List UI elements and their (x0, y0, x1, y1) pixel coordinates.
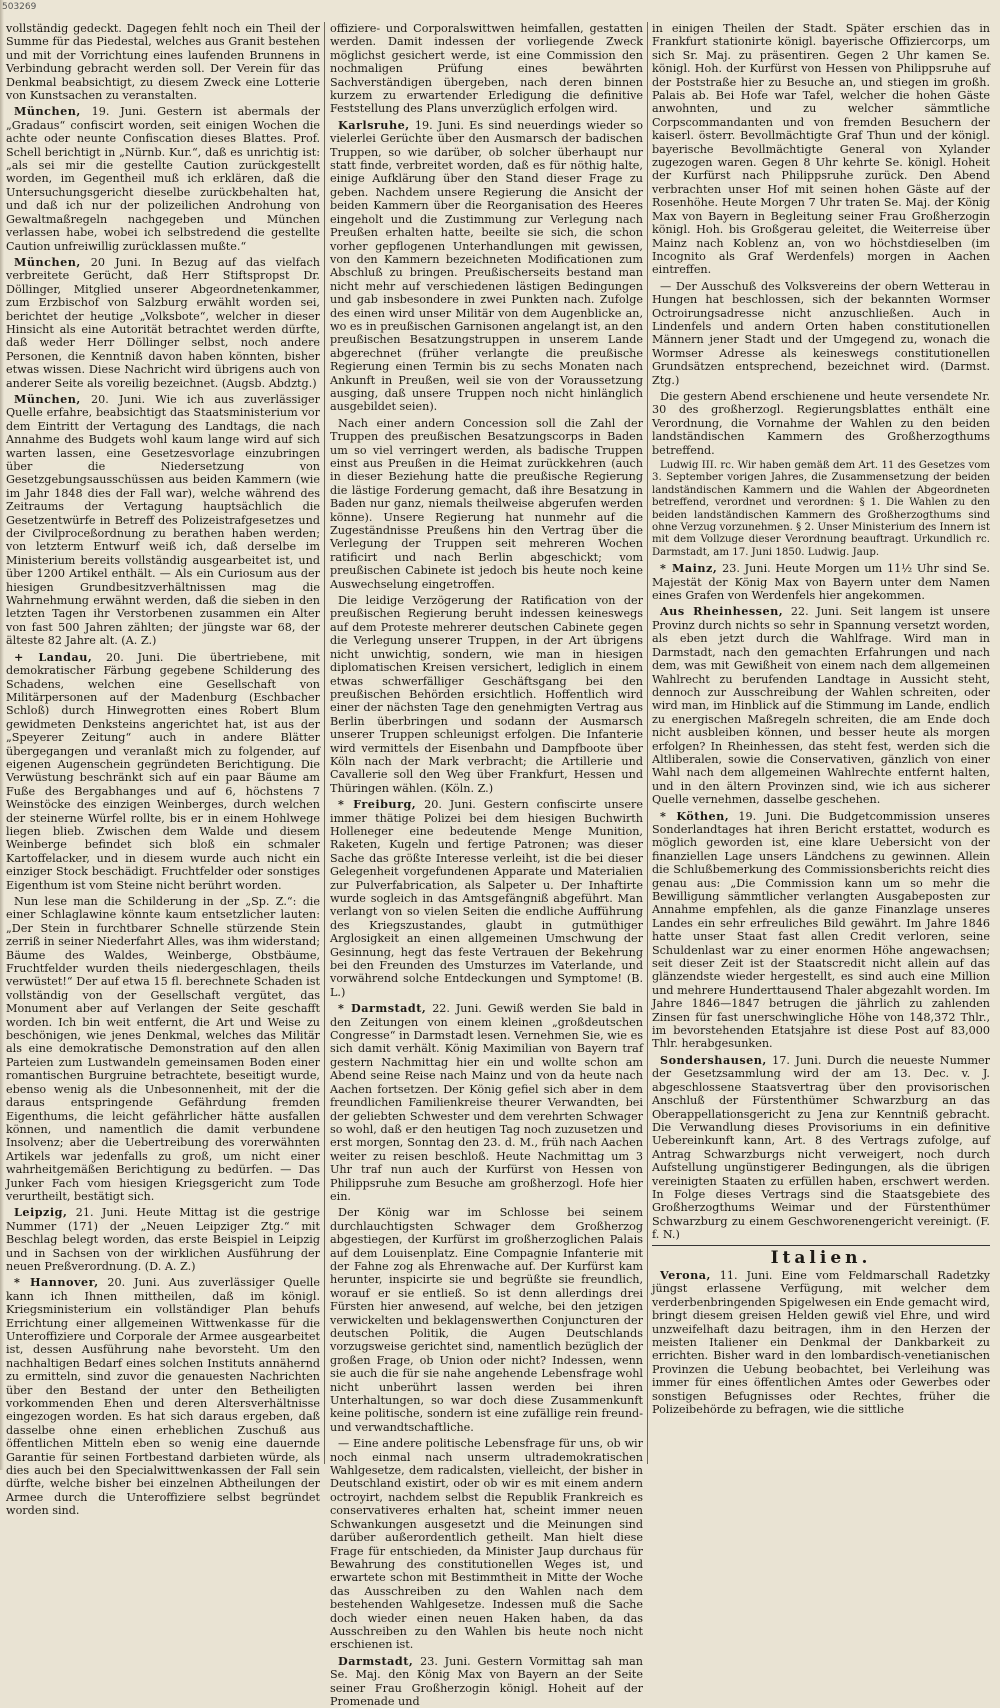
article-paragraph (6, 105, 320, 252)
article-text: Die gestern Abend erschienene und heute versendete Nr. 30 des großherzogl. Regierungsblattes enthält eine Verordnung, die Vornahme der Wahlen zu den beiden landständischen Kammern des Großherzogthums betreffend. (652, 389, 990, 457)
article-dateline: * Köthen, (660, 808, 730, 823)
article-text: Der König war im Schlosse bei seinem durchlauchtigsten Schwager dem Großherzog abgestiegen, der Kurfürst im großherzoglichen Palais auf dem Louisenplatz. Eine Compagnie Infanterie mit der Fahne zog als Ehrenwache auf. Der Kurfürst kam herunter, inspicirte sie und begrüßte sie freundlich, worauf er sie entließ. So ist denn allerdings drei Fürsten hier anwesend, auf welche, bei den jetzigen verwickelten und beklagenswerthen Conjuncturen der deutschen Politik, die Augen Deutschlands vorzugsweise gerichtet sind, namentlich bezüglich der großen Frage, ob Union oder nicht? Indessen, wenn sie auch die für sie nahe angehende Lebensfrage wohl nicht unberührt lassen werden bei ihren Unterhaltungen, so war doch diese Zusammenkunft keine politische, sondern ist eine zufällige rein freund- und verwandtschaftliche. (330, 1206, 643, 1434)
article-paragraph (330, 1002, 643, 1203)
article-text: 19. Juni. Es sind neuerdings wieder so vielerlei Gerüchte über den Ausmarsch der badischen Truppen, so wie darüber, ob solcher überhaupt nur statt finde, verbreitet worden, daß es für nöthig halte, einige Aufklärung über den Stand dieser Frage zu geben. Nachdem unsere Regierung die Ansicht der beiden Kammern über die Reorganisation des Heeres eingeholt und die Zustimmung zur Verlegung nach Preußen erhalten hatte, beeilte sie sich, die schon vorher gepflogenen Unterhandlungen mit gewissen, von den Kammern bezeichneten Modificationen zum Abschluß zu bringen. Preußischerseits bestand man nicht mehr auf verschiedenen lästigen Bedingungen und gab insbesondere in zwei Punkten nach. Zufolge des einen wird unser Militär von dem Augenblicke an, wo es in preußischen Garnisonen angelangt ist, an den preußischen Besatzungstruppen in unserem Lande abgerechnet (früher verlangte die preußische Regierung einen Termin bis zu sechs Monaten nach Ankunft in Preußen, weil sie von der Voraussetzung ausging, daß unsere Truppen noch nicht hinlänglich ausgebildet seien). (330, 118, 644, 414)
article-paragraph (330, 417, 643, 591)
article-dateline: München, (14, 391, 81, 406)
article-dateline: Darmstadt, (338, 1653, 414, 1668)
article-text: 23. Juni. Heute Morgen um 11½ Uhr sind Se. Majestät der König Max von Bayern unter dem Namen eines Grafen von Werdenfels hier angekommen. (652, 562, 990, 603)
article-dateline: * Mainz, (660, 561, 718, 576)
article-text: 21. Juni. Heute Mittag ist die gestrige Nummer (171) der „Neuen Leipziger Ztg.“ mit Beschlag belegt worden, das erste Beispiel in Leipzig und in Sachsen von der wirklichen Ausführung der neuen Preßverordnung. (D. A. Z.) (6, 1206, 320, 1273)
section-divider (652, 1245, 990, 1246)
column-3 (652, 22, 990, 1464)
article-dateline: Sondershausen, (660, 1052, 767, 1067)
article-paragraph (330, 119, 643, 414)
article-text: Ludwig III. rc. Wir haben gemäß dem Art. 11 des Gesetzes vom 3. September vorigen Jahres, die Zusammensetzung der beiden landständischen Kammern und die Wahlen der Abgeordneten betreffend, verordnet und verordnen: § 1. Die Wahlen zu den beiden landständischen Kammern des Großherzogthums sind ohne Verzug vorzunehmen. § 2. Unser Ministerium des Innern ist mit dem Vollzuge dieser Verordnung beauftragt. Urkundlich rc. Darmstadt, am 17. Juni 1850. Ludwig. Jaup. (652, 460, 990, 558)
section-title: Italien. (770, 1247, 872, 1268)
article-dateline: * Freiburg, (338, 797, 417, 812)
article-text: 22. Juni. Gewiß werden Sie bald in den Zeitungen von einem kleinen „großdeutschen Congresse“ in Darmstadt lesen. Vernehmen Sie, wie es sich damit verhält. König Maximilian von Bayern traf gestern Nachmittag hier ein und wollte schon am Abend seine Reise nach Mainz und von da heute nach Aachen fortsetzen. Der König gefiel sich aber in dem freundlichen Familienkreise theurer Verwandten, bei der geliebten Schwester und dem verehrten Schwager so wohl, daß er den heutigen Tag noch zuzusetzen und erst morgen, Sonntag den 23. d. M., früh nach Aachen weiter zu reisen beschloß. Heute Nachmittag um 3 Uhr traf nun auch der Kurfürst von Hessen von Philippsruhe zum Besuche am großherzogl. Hofe hier ein. (330, 1002, 644, 1203)
article-text: Nun lese man die Schilderung in der „Sp. Z.“: die einer Schlaglawine könnte kaum entsetzlicher lauten: „Der Stein in furchtbarer Schnelle stürzende Stein zerriß in seiner Niederfahrt Alles, was ihm widerstand; Bäume des Waldes, Weinberge, Obstbäume, Fruchtfelder wurden theils niedergeschlagen, theils verwüstet!“ Der auf etwa 15 fl. berechnete Schaden ist vollständig von der Gesellschaft vergütet, das Monument aber auf Verlangen der Seite geschafft worden. Ich bin weit entfernt, die Art und Weise zu beschönigen, wie jenes Denkmal, welches das Militär als eine demokratische Demonstration auf den allen Parteien zum Lustwandeln gemeinsamen Boden einer romantischen Burgruine betrachtete, beseitigt wurde, ebenso wenig als die Unbesonnenheit, mit der die daraus entspringende Gefährdung fremden Eigenthums, die leicht gefährlicher hätte ausfallen können, und namentlich die damit verbundene Insolvenz; aber die Uebertreibung des vorerwähnten Artikels war jedenfalls zu groß, um nicht einer wahrheitgemäßen Berichtigung zu bedürfen. — Das Junker Fach vom hiesigen Kriegsgericht zum Tode verurtheilt, bestätigt sich. (6, 895, 320, 1203)
article-dateline: * Darmstadt, (338, 1001, 427, 1016)
article-text: 19. Juni. Die Budgetcommission unseres Sonderlandtages hat ihren Bericht erstattet, wodurch es möglich geworden ist, eine klare Uebersicht von der finanziellen Lage unsers Ländchens zu gewinnen. Allein die Schlußbemerkung des Commissionsberichts reicht dies genau aus: „Die Commission kann um so mehr die Bewilligung sämmtlicher verlangten Ausgabeposten zur Annahme empfehlen, als die ganze Finanzlage unseres Landes ein sehr erfreuliches Bild gewährt. Im Jahre 1846 hatte unser Staat fast allen Credit verloren, seine Schuldenlast war zu einer enormen Höhe angewachsen; seit dieser Zeit ist der Staatscredit nicht allein auf das glänzendste wieder hergestellt, es sind auch eine Million und mehrere Hunderttausend Thaler abgezahlt worden. Im Jahre 1846—1847 betrugen die jährlich zu zahlenden Zinsen für fast unerschwingliche Höhe von 148,372 Thlr., im bevorstehenden Etatsjahre ist diese Post auf 83,000 Thlr. herabgesunken. (652, 809, 991, 1051)
article-paragraph (652, 810, 990, 1051)
article-paragraph (6, 1206, 320, 1273)
article-dateline: Aus Rheinhessen, (660, 604, 784, 619)
article-text: 17. Juni. Durch die neueste Nummer der Gesetzsammlung wird der am 13. Dec. v. J. abgeschlossene Staatsvertrag über den provisorischen Anschluß der Fürstenthümer Schwarzburg an das Oberappellationsgericht zu Jena zur Kenntniß gebracht. Die Verwandlung dieses Provisoriums in ein definitive Uebereinkunft kann, Art. 8 des Vertrags zufolge, auf Antrag Schwarzburgs nicht verweigert, noch durch Aufstellung ungünstigerer Bedingungen, als die übrigen vereinigten Staaten zu erfüllen haben, erschwert werden. In Folge dieses Vertrags sind die Staatsgebiete des Großherzogthums Weimar und der Fürstenthümer Schwarzburg zu einem Geschworenengericht vereinigt. (F. f. N.) (652, 1053, 990, 1242)
article-text: 20. Juni. Gestern confiscirte unsere immer thätige Polizei bei dem hiesigen Buchwirth Holleneger eine bedeutende Menge Munition, Raketen, Kugeln und fertige Patronen; was dieser Sache das größte Interesse verleiht, ist die bei dieser Gelegenheit vorgefundenen Apparate und Materialien zur Pulverfabrication, als Salpeter u. Der Inhaftirte wurde sogleich in das Amtsgefängniß abgeführt. Man verlangt von so vielen Seiten die endliche Aufführung des Kriegszustandes, glaubt in gutmüthiger Arglosigkeit an einen allgemeinen Umschwung der Gesinnung, hegt das feste Vertrauen der Bekehrung bei den Freunden des Umsturzes im Vaterlande, und vorwährend solche Entdeckungen und Symptome! (B. L.) (330, 798, 643, 999)
article-text: — Eine andere politische Lebensfrage für uns, ob wir noch einmal nach unserm ultrademokratischen Wahlgesetze, dem radicalsten, vielleicht, der bisher in Deutschland existirt, oder ob wir es mit einem andern octroyirt, nachdem selbst die Republik Frankreich es conservativeres erhalten hat, scheint immer neuen Schwankungen ausgesetzt und die Meinungen sind darüber außerordentlich getheilt. Man hielt diese Frage für entschieden, da Minister Jaup durchaus für Bewahrung des constitutionellen Weges ist, und erwartete schon mit Bestimmtheit in Mitte der Woche das Ausschreiben zu den Wahlen nach dem bestehenden Wahlgesetze. Indessen muß die Sache doch wieder einen neuen Haken haben, da das Ausschreiben zu den Wahlen bis heute noch nicht erschienen ist. (330, 1437, 643, 1652)
article-paragraph (330, 1437, 643, 1652)
article-paragraph (6, 1276, 320, 1517)
article-paragraph (652, 390, 990, 457)
article-paragraph (652, 280, 990, 387)
article-text: 19. Juni. Gestern ist abermals der „Gradaus“ confiscirt worden, seit einigen Wochen die achte oder neunte Confiscation dieses Blattes. Prof. Schell berichtigt in „Nürnb. Kur.“, daß es unrichtig ist: „als sei mir die gestellte Caution zurückgestellt worden, im Gegentheil muß ich erklären, daß die Untersuchungsgericht dieselbe zurückbehalten hat, und daß ich nur der polizeilichen Androhung von Gewaltmaßregeln nachgegeben und München verlassen habe, wobei ich selbstredend die gestellte Caution unfreiwillig zurücklassen mußte.“ (6, 105, 320, 253)
article-paragraph (652, 562, 990, 602)
article-dateline: München, (14, 254, 81, 269)
article-text: — Der Ausschuß des Volksvereins der obern Wetterau in Hungen hat beschlossen, sich der bekannten Wormser Octroirungsadresse nicht anzuschließen. Auch in Lindenfels und andern Orten haben constitutionellen Männern jener Stadt und der Umgegend zu, wonach die Wormser Adresse als keineswegs constitutionellen Grundsätzen entsprechend, bezeichnet wird. (Darmst. Ztg.) (652, 279, 990, 387)
article-dateline: * Hannover, (14, 1275, 99, 1290)
article-text: offiziere- und Corporalswittwen heimfallen, gestatten werden. Damit indessen der vorliegende Zweck möglichst gesichert werde, ist eine Commission den nochmaligen Prüfung eines bewährten Sachverständigen übergeben, nach deren binnen kurzem zu erwartender Erledigung die definitive Feststellung des Plans unverzüglich erfolgen wird. (330, 22, 643, 116)
article-dateline: Karlsruhe, (338, 117, 410, 132)
article-dateline: Verona, (660, 1267, 711, 1282)
column-divider (647, 22, 648, 1464)
article-text: 23. Juni. Gestern Vormittag sah man Se. Maj. den König Max von Bayern an der Seite seiner Frau Großherzogin königl. Hoheit auf der Promenade und (330, 1654, 643, 1708)
article-paragraph (6, 895, 320, 1203)
article-paragraph (652, 22, 990, 277)
article-paragraph (330, 1655, 643, 1708)
article-paragraph (330, 22, 643, 116)
page-number: 503269 (2, 2, 37, 12)
article-text: vollständig gedeckt. Dagegen fehlt noch ein Theil der Summe für das Piedestal, welches aus Granit bestehen und mit der Vorrichtung eines laufenden Brunnens in Verbindung gebracht werden soll. Der Verein für das Denkmal beabsichtigt, zu diesem Zweck eine Lotterie von Kunstsachen zu veranstalten. (6, 22, 320, 103)
article-text: 11. Juni. Eine vom Feldmarschall Radetzky jüngst erlassene Verfügung, mit welcher dem verderbenbringenden Spigelwesen ein Ende gemacht wird, bringt diesem greisen Helden gewiß viel Ehre, und wird unzweifelhaft dazu beitragen, ihm in den Herzen der meisten Italiener ein Denkmal der Dankbarkeit zu errichten. Bisher ward in den lombardisch-venetianischen Provinzen die Uebung beobachtet, bei Verleihung was immer für eines öffentlichen Amtes oder Gewerbes oder sonstigen Befugnisses oder Rechtes, früher die Polizeibehörde zu befragen, wie die sittliche (652, 1268, 990, 1417)
article-paragraph (652, 1054, 990, 1242)
article-paragraph (6, 256, 320, 390)
article-paragraph (6, 651, 320, 892)
article-paragraph (6, 393, 320, 648)
article-paragraph (330, 798, 643, 999)
article-text: 22. Juni. Seit langem ist unsere Provinz durch nichts so sehr in Spannung versetzt worden, als eben jetzt durch die Wahlfrage. Wird man in Darmstadt, nach den gemachten Erfahrungen und nach dem, was mit Gewißheit von einem nach dem allgemeinen Wahlrecht zu berufenden Landtage in Aussicht steht, dennoch zur Ausschreibung der Wahlen schreiten, oder wird man, im Hinblick auf die Stimmung im Lande, endlich zu energischen Maßregeln schreiten, die am Ende doch nicht ausbleiben können, und besser heute als morgen erfolgen? In Rheinhessen, das steht fest, werden sich die Altliberalen, sowie die Conservativen, gänzlich von einer Wahl nach dem allgemeinen Wahlrechte entfernt halten, und in den ältern Provinzen sind, wie ich aus sicherer Quelle vernehmen, dasselbe geschehen. (652, 605, 990, 807)
article-paragraph (652, 1269, 990, 1416)
article-paragraph (330, 1206, 643, 1434)
article-text: Die leidige Verzögerung der Ratification von der preußischen Regierung beruht indessen keineswegs auf dem Proteste mehrerer deutschen Cabinete gegen die Verlegung unserer Truppen, in der Art übrigens nicht unwichtig, sondern, wie man in hiesigen diplomatischen Kreisen versichert, lediglich in einem etwas schwerfälliger Geschäftsgang bei den preußischen Behörden ersichtlich. Hoffentlich wird einer der nächsten Tage den genehmigten Vertrag aus Berlin überbringen und sodann der Ausmarsch unserer Truppen schleunigst erfolgen. Die Infanterie wird vermittels der Eisenbahn und Dampfboote über Köln nach der Mark verbracht; die Artillerie und Cavallerie soll den Weg über Frankfurt, Hessen und Thüringen wählen. (Köln. Z.) (330, 594, 643, 795)
column-2 (330, 22, 644, 1708)
article-text: 20. Juni. Aus zuverlässiger Quelle kann ich Ihnen mittheilen, daß im königl. Kriegsministerium ein vollständiger Plan behufs Errichtung einer allgemeinen Wittwenkasse für die Unteroffiziere und Corporale der Armee ausgearbeitet ist, dessen Ausführung nahe bevorsteht. Um den nachhaltigen Bedarf eines solchen Instituts annähernd zu ermitteln, sind zuvor die genauesten Nachrichten über den Bestand der unter den Betheiligten vorkommenden Ehen und deren Altersverhältnisse eingezogen worden. Es hat sich daraus ergeben, daß dasselbe ohne einen erheblichen Zuschuß aus öffentlichen Mitteln eben so wenig eine dauernde Garantie für seinen Fortbestand darbieten würde, als dies auch bei den Specialwittwenkassen der Fall sein dürfte, welche bisher bei einzelnen Abtheilungen der Armee durch die Unteroffiziere selbst begründet worden sind. (6, 1276, 321, 1518)
article-dateline: München, (14, 104, 81, 119)
article-paragraph (652, 605, 990, 806)
article-text: Nach einer andern Concession soll die Zahl der Truppen des preußischen Besatzungscorps in Baden um so viel verringert werden, als badische Truppen einst aus Preußen in die Heimat zurückkehren (auch in dieser Beziehung hatte die preußische Regierung die lästige Forderung gemacht, daß ihre Besatzung in Baden nur ganz, niemals theilweise abgerufen werden könne). Unsere Regierung hat nunmehr auf die Zugeständnisse Preußens hin den Vertrag über die Verlegung der Truppen seit mehreren Wochen ratificirt und nach Berlin abgeschickt; vom preußischen Cabinete ist jedoch bis heute noch keine Auswechselung eingetroffen. (330, 416, 643, 591)
article-dateline: Leipzig, (14, 1205, 68, 1220)
article-dateline: + Landau, (14, 649, 93, 664)
article-paragraph (6, 22, 320, 102)
article-text: 20. Juni. Wie ich aus zuverlässiger Quelle erfahre, beabsichtigt das Staatsministerium vor dem Eintritt der Vertagung des Landtags, die nach Annahme des Budgets wohl kaum lange wird auf sich warten lassen, eine Gesetzesvorlage einzubringen über die Niedersetzung von Gesetzgebungsausschüssen aus beiden Kammern (wie im Jahr 1848 dies der Fall war), welche während des Zeitraums der Vertagung hauptsächlich die Gesetzentwürfe in Betreff des Polizeistrafgesetzes und der Civilproceßordnung zu berathen haben werden; von letzterm Entwurf weiß ich, daß derselbe im Ministerium bereits vollständig ausgearbeitet ist, und über 1200 Artikel enthält. — Als ein Curiosum aus der hiesigen Grundbesitzverhältnissen mag die Wahrnehmung erwähnt werden, daß die sieben in den letzten Tagen ihr Verstorbenen zusammen ein Alter von fast 500 Jahren zählten; der jüngste war 68, der älteste 82 Jahre alt. (A. Z.) (6, 392, 320, 648)
article-paragraph (330, 594, 643, 795)
page-edge-shadow (0, 0, 4, 1470)
column-1 (6, 22, 321, 1518)
article-text: 20. Juni. Die übertriebene, mit demokratischer Färbung gegebene Schilderung des Schadens, welchen eine Gesellschaft von Militärpersonen auf der Madenburg (Eschbacher Schloß) durch Hinwegrotten eines Robert Blum gewidmeten Denksteins angerichtet hat, ist aus der „Speyerer Zeitung“ auch in andere Blätter übergegangen und veranlaßt mich zu folgender, auf eigenen Augenschein gegründeten Berichtigung. Die Verwüstung beschränkt sich auf ein paar Bäume am Fuße des Bergabhanges und auf 6, höchstens 7 Weinstöcke des einzigen Weinberges, durch welchen der steinerne Würfel rollte, bis er in einem Hohlwege liegen blieb. Zwischen dem Walde und diesem Weinberge befindet sich bloß ein schmaler Kartoffelacker, und in diesem wurde auch nicht ein einziger Stock beschädigt. Fruchtfelder oder sonstiges Eigenthum ist vom Steine nicht berührt worden. (6, 650, 320, 892)
column-divider (324, 22, 325, 1464)
article-text: in einigen Theilen der Stadt. Später erschien das in Frankfurt stationirte königl. bayerische Offiziercorps, um sich Sr. Maj. zu präsentiren. Gegen 2 Uhr kamen Se. königl. Hoh. der Kurfürst von Hessen von Philippsruhe auf der Poststraße hier zu Besuche an, und stiegen im großh. Palais ab. Bei Hofe war Tafel, welcher die hohen Gäste anwohnten, und zu welcher sämmtliche Corpscommandanten und von fremden Besuchern der kaiserl. österr. Bevollmächtigte Graf Thun und der königl. bayerische Bevollmächtigte General von Xylander zugezogen waren. Gegen 8 Uhr kehrte Se. königl. Hoheit der Kurfürst nach Philippsruhe zurück. Den Abend verbrachten unser Hof mit seinen hohen Gäste auf der Rosenhöhe. Heute Morgen 7 Uhr traten Se. Maj. der König Max von Bayern in Begleitung seiner Frau Großherzogin königl. Hoh. bis Großgerau geleitet, die Weiterreise über Mainz nach Koblenz an, von wo höchstdieselben (im Incognito als Graf Werdenfels) morgen in Aachen eintreffen. (652, 22, 990, 277)
article-paragraph (652, 460, 990, 559)
article-text: 20 Juni. In Bezug auf das vielfach verbreitete Gerücht, daß Herr Stiftspropst Dr. Döllinger, Mitglied unserer Abgeordnetenkammer, zum Erzbischof von Salzburg erwählt worden sei, berichtet der heutige „Volksbote“, welcher in dieser Hinsicht als eine Autorität betrachtet werden dürfte, daß weder Herr Döllinger selbst, noch andere Personen, die Kenntniß davon haben könnten, bisher etwas wissen. Diese Nachricht wird übrigens auch von anderer Seite als voreilig bezeichnet. (Augsb. Abdztg.) (6, 255, 320, 390)
